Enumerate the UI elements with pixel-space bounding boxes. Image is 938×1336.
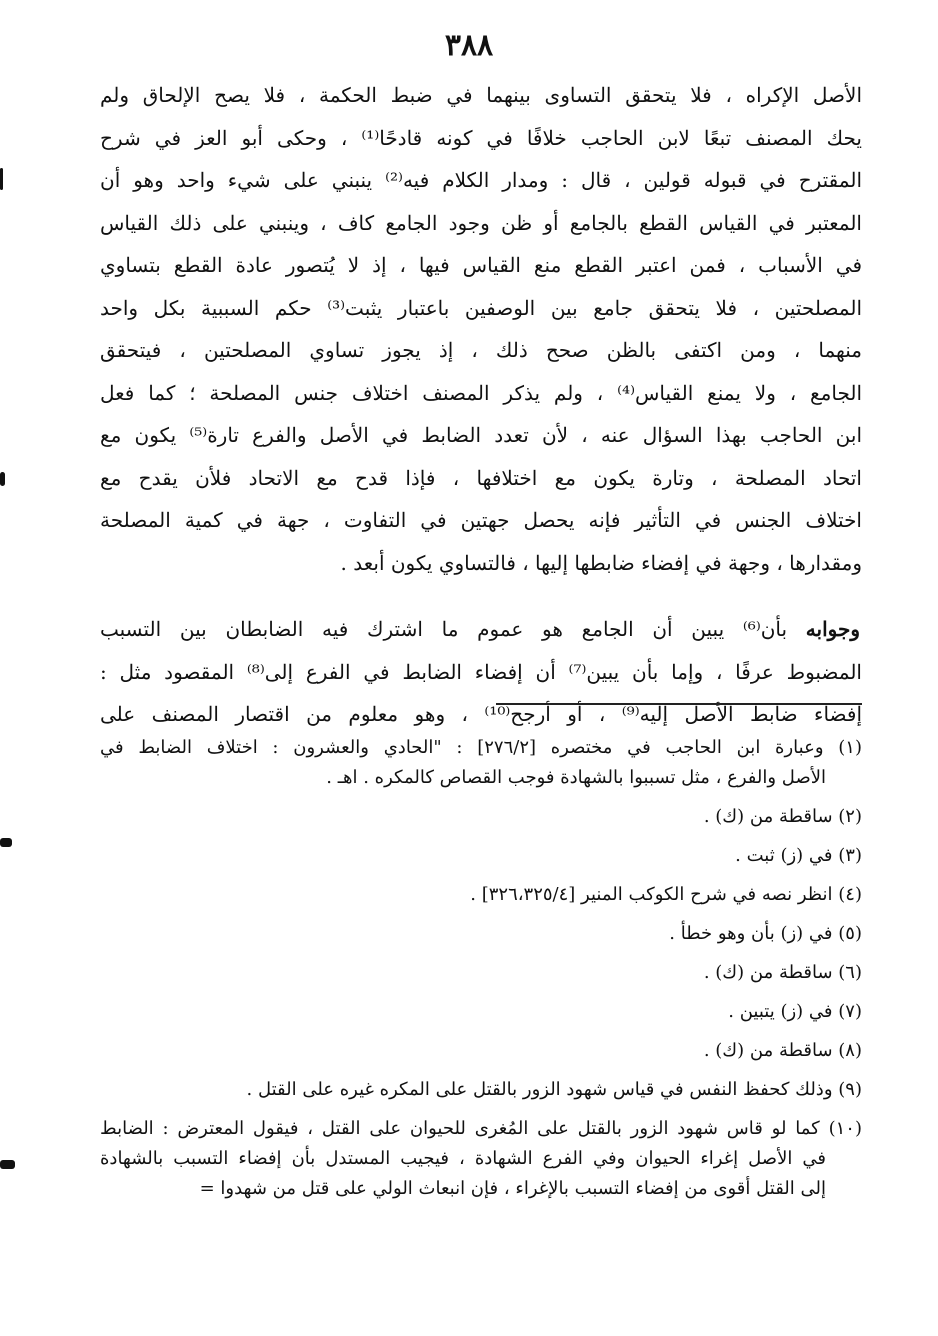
text-line: يحك المصنف تبعًا لابن الحاجب خلافًا في كونه قادحًا⁽¹⁾ ، وحكى أبو العز في شرح xyxy=(100,125,862,150)
footnote-line: إلى القتل أقوى من إفضاء التسبب بالإغراء ، فإن انبعاث الولي على قتل من شهدوا = xyxy=(199,1178,826,1199)
text-line: المصلحتين ، فلا يتحقق جامع بين الوصفين باعتبار يثبت⁽³⁾ حكم السببية بكل واحد xyxy=(100,295,862,320)
footnote-line xyxy=(100,958,862,988)
text-line: ومقدارها ، وجهة في إفضاء ضابطها إليها ، فالتساوي يكون أبعد . xyxy=(340,550,862,575)
footnote-number: (١) xyxy=(838,737,862,758)
text-line xyxy=(100,608,862,651)
footnote-text: في (ز) بأن وهو خطأ . xyxy=(669,923,833,944)
text-line: الجامع ، ولا يمنع القياس⁽⁴⁾ ، ولم يذكر المصنف اختلاف جنس المصلحة ؛ كما فعل xyxy=(100,380,862,405)
footnote-number: (١٠) xyxy=(828,1118,862,1139)
footnote xyxy=(100,997,862,1027)
footnote-number: (٧) xyxy=(838,1001,862,1022)
footnote xyxy=(100,958,862,988)
footnote-number: (٦) xyxy=(838,962,862,983)
footnote xyxy=(100,1036,862,1066)
footnote-line: الأصل والفرع ، مثل تسببوا بالشهادة فوجب القصاص كالمكره . اهـ . xyxy=(326,767,826,788)
text-line: منهما ، ومن اكتفى بالظن صحح ذلك ، إذ يجوز تساوي المصلحتين ، فيتحقق xyxy=(100,338,862,362)
text-line: المقترح في قبوله قولين ، قال : ومدار الكلام فيه⁽²⁾ ينبني على شيء واحد وهو أن xyxy=(100,168,862,192)
footnote-line xyxy=(100,733,862,763)
text-span: بأن⁽⁶⁾ يبين أن الجامع هو عموم ما اشترك فيه الضابطان بين التسبب xyxy=(100,617,788,641)
text-line: اتحاد المصلحة ، وتارة يكون مع اختلافها ، فإذا قدح مع الاتحاد فلأن يقدح مع xyxy=(100,465,862,490)
footnote-text: في (ز) يتبين . xyxy=(728,1001,833,1022)
footnote-line xyxy=(100,880,862,910)
footnote xyxy=(100,733,862,793)
footnote-text: وعبارة ابن الحاجب في مختصره [٢٧٦/٢] : "الحادي والعشرون : اختلاف الضابط في xyxy=(100,737,824,758)
text-line: في الأسباب ، فمن اعتبر القطع منع القياس فيها ، إذ لا يُتصور عادة القطع بتساوي xyxy=(100,253,862,277)
text-line: إفضاء ضابط الأصل إليه⁽⁹⁾ ، أو أرجح⁽¹⁰⁾ ، وهو معلوم من اقتصار المصنف على xyxy=(100,702,862,726)
scan-mark xyxy=(0,1160,15,1169)
footnote-line xyxy=(100,997,862,1027)
footnote xyxy=(100,841,862,871)
footnote-line xyxy=(100,919,862,949)
text-line: المعتبر في القياس القطع بالجامع أو ظن وجود الجامع كاف ، وينبني على ذلك القياس xyxy=(100,210,862,235)
scan-mark xyxy=(0,838,12,847)
footnote-line xyxy=(100,1114,862,1144)
footnote xyxy=(100,919,862,949)
footnote-number: (٥) xyxy=(838,923,862,944)
footnote xyxy=(100,1114,862,1204)
main-text xyxy=(100,74,862,736)
text-line: ابن الحاجب بهذا السؤال عنه ، لأن تعدد الضابط في الأصل والفرع تارة⁽⁵⁾ يكون مع xyxy=(100,423,862,447)
footnote-text: ساقطة من (ك) . xyxy=(703,1040,833,1061)
footnotes xyxy=(100,733,862,1213)
footnote-number: (٤) xyxy=(838,884,862,905)
footnote-text: ساقطة من (ك) . xyxy=(703,806,833,827)
footnote-text: في (ز) ثبت . xyxy=(735,845,833,866)
footnote-text: كما لو قاس شهود الزور بالقتل على المُغرى للحيوان على القتل ، فيقول المعترض : الضابط xyxy=(100,1118,820,1139)
footnote-line xyxy=(100,1075,862,1105)
footnote-number: (٨) xyxy=(838,1040,862,1061)
footnote-number: (٣) xyxy=(838,845,862,866)
footnote-number: (٩) xyxy=(838,1079,862,1100)
text-line: المضبوط عرفًا ، وإما بأن يبين⁽⁷⁾ أن إفضاء الضابط في الفرع إلى⁽⁸⁾ المقصود مثل : xyxy=(100,659,862,684)
footnote-line: في الأصل إغراء الحيوان وفي الفرع الشهادة ، فيجيب المستدل بأن إفضاء التسبب بالشهادة xyxy=(100,1148,826,1169)
footnote-line xyxy=(100,802,862,832)
footnote-separator xyxy=(496,703,862,705)
footnote-text: انظر نصه في شرح الكوكب المنير [٣٢٦،٣٢٥/٤] . xyxy=(470,884,833,905)
footnote xyxy=(100,1075,862,1105)
footnote-text: وذلك كحفظ النفس في قياس شهود الزور بالقتل على المكره غيره على القتل . xyxy=(246,1079,833,1100)
text-line: الأصل الإكراه ، فلا يتحقق التساوى بينهما في ضبط الحكمة ، فلا يصح الإلحاق ولم xyxy=(100,83,862,107)
scan-mark xyxy=(0,168,3,190)
text-line: اختلاف الجنس في التأثير فإنه يحصل جهتين في التفاوت ، جهة في كمية المصلحة xyxy=(100,508,862,532)
footnote xyxy=(100,880,862,910)
footnote-text: ساقطة من (ك) . xyxy=(703,962,833,983)
footnote-line xyxy=(100,841,862,871)
scan-mark xyxy=(0,472,5,486)
paragraph-gap xyxy=(100,584,862,608)
footnote-number: (٢) xyxy=(838,806,862,827)
footnote-line xyxy=(100,1036,862,1066)
page-number: ٣٨٨ xyxy=(444,28,494,63)
paragraph-lead: وجوابه xyxy=(805,617,860,641)
footnote xyxy=(100,802,862,832)
